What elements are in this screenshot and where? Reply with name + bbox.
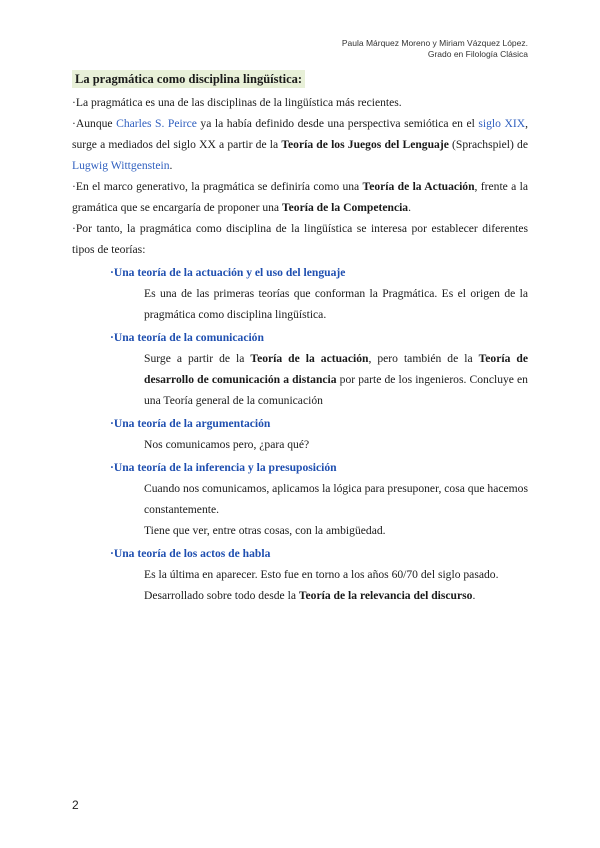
subsection-text: Es la última en aparecer. Esto fue en torno a los años 60/70 del siglo pasado. xyxy=(144,568,499,581)
paragraph-1: ·La pragmática es una de las disciplinas de la lingüística más recientes. xyxy=(72,96,402,109)
bold-term: Teoría de la Competencia xyxy=(281,201,409,214)
link-siglo-xix[interactable]: siglo XIX xyxy=(478,117,526,130)
paragraph-4: ·Por tanto, la pragmática como disciplina de la lingüística se interesa por establecer diferentes tipos de teorías: xyxy=(72,222,528,256)
bold-term: Teoría de la Actuación xyxy=(362,180,475,193)
text: , surge a mediados del siglo XX a partir de la xyxy=(72,117,528,151)
text: Desarrollado sobre todo desde la xyxy=(144,589,299,602)
subsection-text xyxy=(144,348,528,411)
page-number: 2 xyxy=(72,798,79,812)
subsection-text: Es una de las primeras teorías que conforman la Pragmática. Es el origen de la pragmática como disciplina lingüística. xyxy=(144,287,528,321)
header-degree: Grado en Filología Clásica xyxy=(427,49,528,59)
text: Surge a partir de la xyxy=(144,352,251,365)
text: ya la había definido desde una perspectiva semiótica en el xyxy=(196,117,479,130)
bold-term: Teoría de la actuación xyxy=(250,352,369,365)
bold-term: Teoría de la relevancia del discurso xyxy=(298,589,473,602)
subheading-actos-de-habla: ·Una teoría de los actos de habla xyxy=(110,547,271,560)
text: . xyxy=(169,159,173,172)
subheading-argumentacion: ·Una teoría de la argumentación xyxy=(110,417,271,430)
text: , pero también de la xyxy=(368,352,479,365)
text: ·Aunque xyxy=(72,117,117,130)
header-authors: Paula Márquez Moreno y Miriam Vázquez López. xyxy=(341,38,528,48)
page-header xyxy=(342,38,528,60)
subheading-comunicacion: ·Una teoría de la comunicación xyxy=(110,331,264,344)
subsection-text: Cuando nos comunicamos, aplicamos la lógica para presuponer, cosa que hacemos constantemente. xyxy=(144,482,528,516)
bold-term: Teoría de los Juegos del Lenguaje xyxy=(281,138,449,151)
text: , frente a la gramática que se encargaría de proponer una xyxy=(72,180,528,214)
paragraph-2 xyxy=(72,113,528,176)
text: . xyxy=(472,589,476,602)
section-title: La pragmática como disciplina lingüística: xyxy=(72,70,305,88)
text: por parte de los ingenieros. Concluye en una Teoría general de la comunicación xyxy=(144,373,528,407)
subsection-text: Tiene que ver, entre otras cosas, con la ambigüedad. xyxy=(144,524,386,537)
document-body xyxy=(72,70,528,606)
link-wittgenstein[interactable]: Lugwig Wittgenstein xyxy=(72,159,170,172)
subsection-text: Nos comunicamos pero, ¿para qué? xyxy=(144,438,310,451)
subsection-text xyxy=(144,585,528,606)
text: (Sprachspiel) de xyxy=(448,138,528,151)
text: . xyxy=(408,201,412,214)
subheading-actuacion: ·Una teoría de la actuación y el uso del lenguaje xyxy=(110,266,346,279)
bold-term: Teoría de desarrollo de comunicación a distancia xyxy=(144,352,528,386)
text: ·En el marco generativo, la pragmática se definiría como una xyxy=(72,180,363,193)
paragraph-3 xyxy=(72,176,528,218)
link-peirce[interactable]: Charles S. Peirce xyxy=(116,117,197,130)
subheading-inferencia: ·Una teoría de la inferencia y la presuposición xyxy=(110,461,337,474)
